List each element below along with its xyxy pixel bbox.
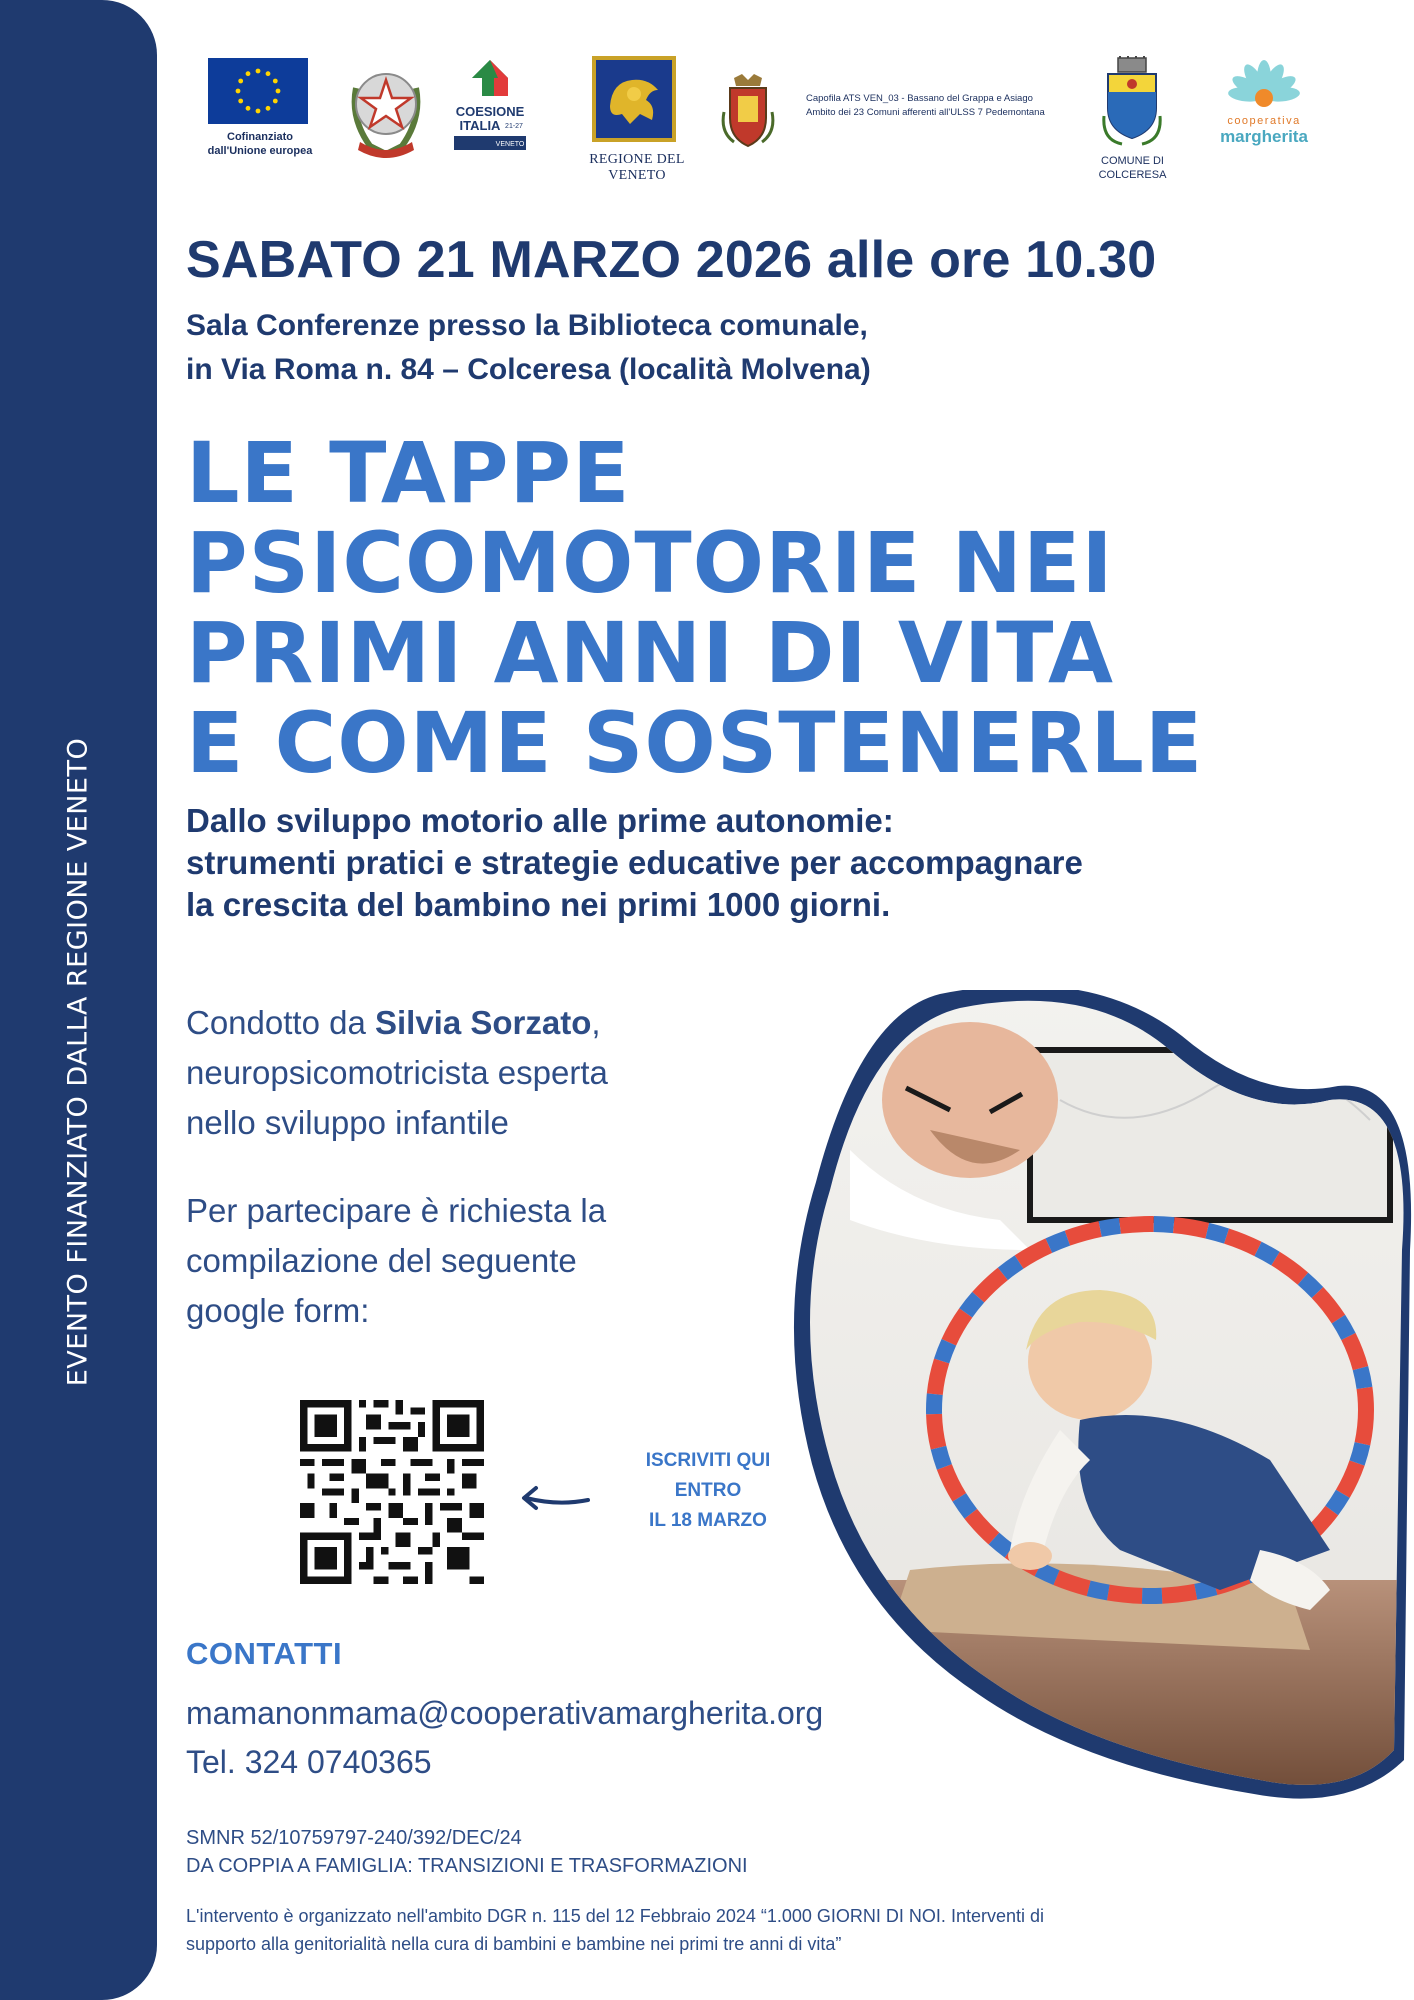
speaker-role: neuropsicomotricista esperta — [186, 1054, 608, 1091]
logo-bar — [200, 52, 1330, 192]
regione-veneto-caption: REGIONE DEL VENETO — [589, 152, 685, 183]
coesione-italia-text: ITALIA — [459, 118, 501, 133]
title-line: E COME SOSTENERLE — [186, 694, 1204, 792]
colceresa-caption-line: COMUNE DI — [1101, 155, 1164, 167]
event-date: SABATO 21 MARZO 2026 alle ore 10.30 — [186, 231, 1157, 289]
ats-crest-icon — [720, 72, 776, 148]
footnote-line: L'intervento è organizzato nell'ambito DGR n. 115 del 12 Febbraio 2024 “1.000 GIORNI DI NOI. Interventi di — [186, 1906, 1044, 1926]
subtitle-line: strumenti pratici e strategie educative per accompagnare — [186, 844, 1083, 881]
event-title — [186, 424, 1204, 792]
eu-caption — [200, 130, 320, 158]
colceresa-crest-icon — [1100, 56, 1164, 148]
ats-caption — [806, 92, 1106, 120]
eu-caption-line: dall'Unione europea — [207, 145, 313, 157]
subtitle-line: Dallo sviluppo motorio alle prime autonomie: — [186, 802, 894, 839]
coesione-text: COESIONE — [455, 104, 525, 119]
coesione-years-text: 21-27 — [505, 123, 523, 130]
deadline-line: ENTRO — [674, 1480, 742, 1501]
event-venue — [186, 304, 871, 392]
venue-line: Sala Conferenze presso la Biblioteca comunale, — [186, 309, 868, 342]
ats-caption-line: Capofila ATS VEN_03 - Bassano del Grappa e Asiago — [806, 93, 1033, 104]
ats-caption-line: Ambito dei 23 Comuni afferenti all'ULSS 7 Pedemontana — [806, 107, 1045, 118]
project-name-line: DA COPPIA A FAMIGLIA: TRANSIZIONI E TRASFORMAZIONI — [186, 1855, 748, 1877]
title-line: LE TAPPE — [186, 424, 631, 522]
coesione-italia-logo — [450, 56, 530, 166]
funding-footnote — [186, 1902, 1336, 1958]
title-line: PSICOMOTORIE NEI — [186, 514, 1114, 612]
colceresa-caption — [1085, 154, 1180, 182]
veneto-lion-logo — [592, 56, 676, 142]
contact-email-link[interactable]: mamanonmama@cooperativamargherita.org — [186, 1695, 824, 1731]
speaker-prefix: Condotto da — [186, 1004, 375, 1041]
cooperativa-margherita-logo — [1204, 58, 1324, 154]
footnote-line: supporto alla genitorialità nella cura di bambini e bambine nei primi tre anni di vita” — [186, 1934, 842, 1954]
deadline-line: ISCRIVITI QUI — [645, 1450, 771, 1471]
eu-flag-logo — [208, 58, 308, 124]
venue-line: in Via Roma n. 84 – Colceresa (località Molvena) — [186, 353, 871, 386]
speaker-name: Silvia Sorzato — [374, 1004, 592, 1041]
registration-deadline — [600, 1446, 816, 1536]
speaker-suffix: , — [591, 1004, 601, 1041]
project-code-line: SMNR 52/10759797-240/392/DEC/24 — [186, 1827, 522, 1849]
registration-info — [186, 1186, 606, 1336]
eu-stars-icon — [208, 58, 308, 124]
registration-line: compilazione del seguente — [186, 1242, 577, 1279]
child-with-hoop-photo — [790, 990, 1414, 1800]
google-form-qr-code[interactable] — [300, 1400, 484, 1584]
speaker-info — [186, 998, 608, 1148]
sidebar-funding-text: EVENTO FINANZIATO DALLA REGIONE VENETO — [62, 737, 94, 1387]
sidebar-band — [0, 0, 157, 2000]
eu-caption-line: Cofinanziato — [227, 131, 293, 143]
subtitle-line: la crescita del bambino nei primi 1000 giorni. — [186, 886, 891, 923]
margherita-line2-text: margherita — [1220, 127, 1308, 146]
colceresa-caption-line: COLCERESA — [1098, 169, 1167, 181]
title-line: PRIMI ANNI DI VITA — [186, 604, 1114, 702]
registration-line: google form: — [186, 1292, 370, 1329]
arrow-left-icon — [518, 1484, 592, 1514]
event-subtitle — [186, 800, 1083, 926]
contact-phone[interactable]: Tel. 324 0740365 — [186, 1744, 432, 1780]
italian-republic-emblem-icon — [340, 58, 432, 160]
project-codes — [186, 1824, 748, 1880]
margherita-line1-text: cooperativa — [1227, 115, 1301, 127]
deadline-line: IL 18 MARZO — [649, 1510, 767, 1531]
speaker-line — [186, 998, 608, 1048]
contacts-title: CONTATTI — [186, 1636, 343, 1671]
coesione-region-text: VENETO — [495, 141, 525, 148]
registration-line: Per partecipare è richiesta la — [186, 1192, 607, 1229]
speaker-role: nello sviluppo infantile — [186, 1104, 509, 1141]
